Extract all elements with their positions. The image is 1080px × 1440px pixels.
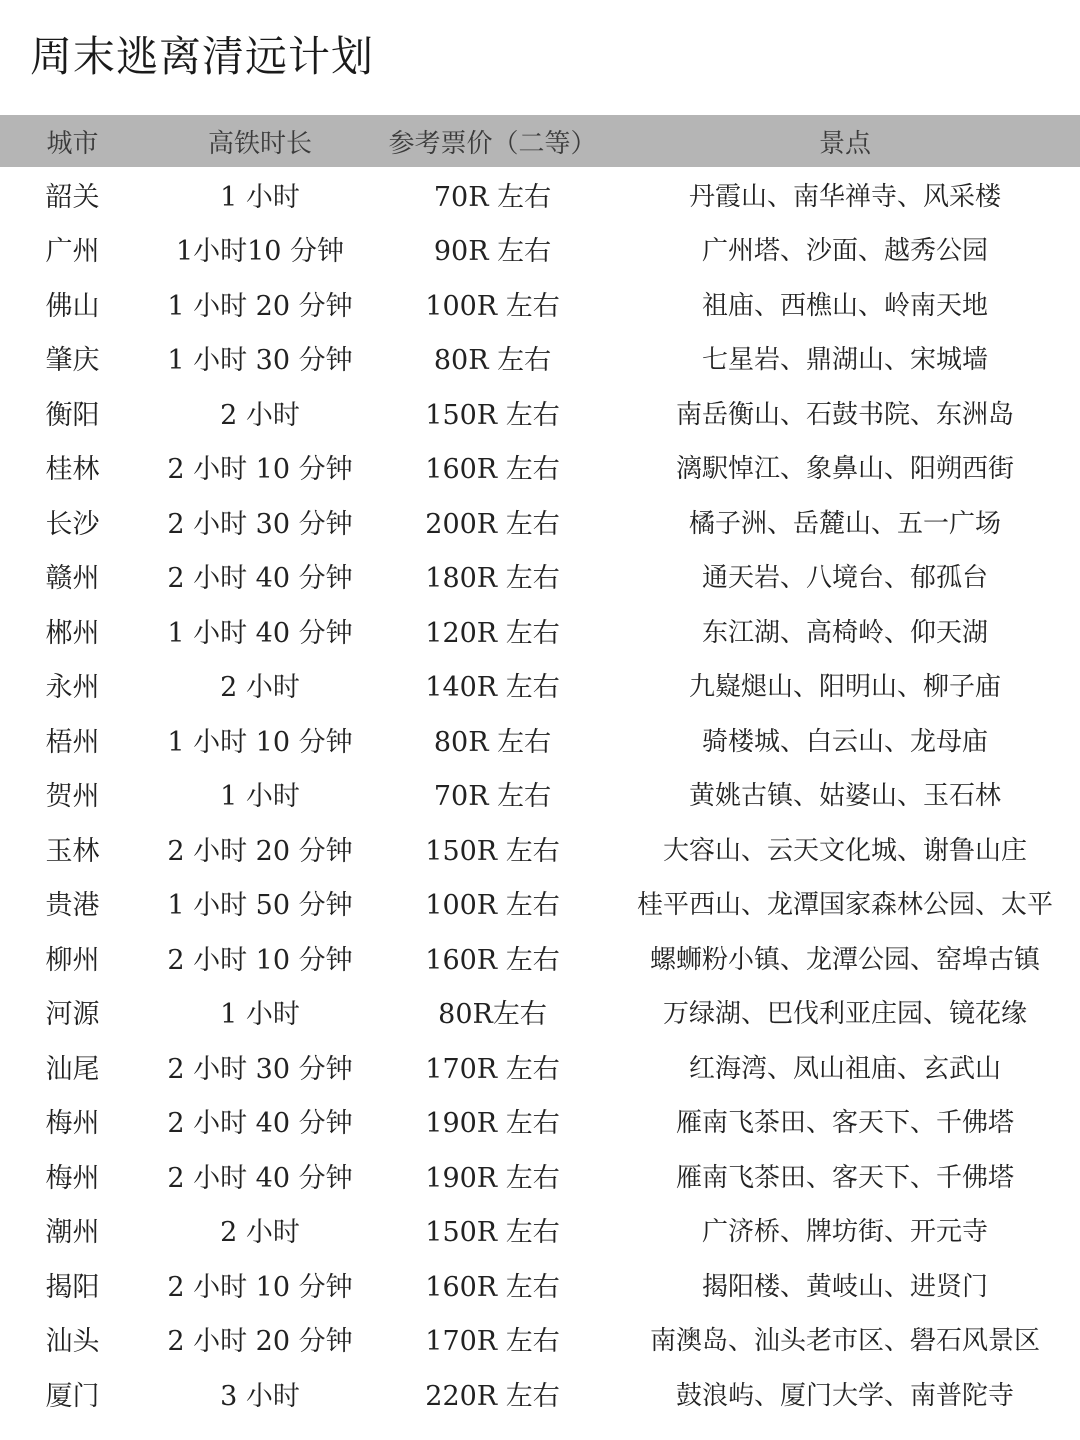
duration-cell: 1 小时 10 分钟 [167, 726, 353, 758]
duration-cell: 2 小时 10 分钟 [167, 454, 353, 486]
attractions-cell: 七星岩、鼎湖山、宋城墙 [701, 345, 988, 376]
attractions-cell: 橘子洲、岳麓山、五一广场 [688, 508, 1001, 539]
duration-cell: 1 小时 30 分钟 [167, 345, 353, 377]
table-row [0, 712, 1080, 767]
price-cell: 160R 左右 [425, 944, 560, 976]
duration-cell: 3 小时 [220, 1380, 300, 1412]
attractions-cell: 九嶷煺山、阳明山、柳子庙 [688, 672, 1001, 703]
attractions-cell: 揭阳楼、黄岐山、进贤门 [701, 1271, 988, 1302]
attractions-cell: 广济桥、牌坊街、开元寺 [701, 1217, 988, 1248]
city-cell: 贵港 [45, 890, 100, 922]
price-cell: 140R 左右 [425, 672, 560, 704]
price-cell: 220R 左右 [425, 1380, 560, 1412]
table-header [0, 115, 1080, 167]
duration-cell: 1 小时 40 分钟 [167, 617, 353, 649]
price-cell: 200R 左右 [425, 508, 560, 540]
table-row [0, 276, 1080, 331]
table-row [0, 549, 1080, 604]
price-cell: 80R 左右 [433, 726, 552, 758]
price-cell: 160R 左右 [425, 1271, 560, 1303]
header-ticket-price: 参考票价（二等） [388, 128, 597, 159]
duration-cell: 1 小时 [220, 181, 300, 213]
duration-cell: 2 小时 10 分钟 [167, 1271, 353, 1303]
city-cell: 肇庆 [45, 345, 100, 377]
price-cell: 100R 左右 [425, 890, 560, 922]
duration-cell: 1 小时 20 分钟 [167, 290, 353, 322]
price-cell: 120R 左右 [425, 617, 560, 649]
city-cell: 汕尾 [45, 1053, 100, 1085]
city-cell: 梅州 [45, 1162, 100, 1194]
price-cell: 90R 左右 [433, 236, 552, 268]
attractions-cell: 广州塔、沙面、越秀公园 [701, 236, 988, 267]
table-row [0, 1039, 1080, 1094]
duration-cell: 2 小时 [220, 1217, 300, 1249]
price-cell: 70R 左右 [433, 181, 552, 213]
duration-cell: 2 小时 40 分钟 [167, 1162, 353, 1194]
duration-cell: 2 小时 10 分钟 [167, 944, 353, 976]
city-cell: 桂林 [45, 454, 100, 486]
header-city: 城市 [46, 128, 99, 159]
city-cell: 梅州 [45, 1108, 100, 1140]
price-cell: 190R 左右 [425, 1162, 560, 1194]
table-row [0, 876, 1080, 931]
table-row [0, 1094, 1080, 1149]
attractions-cell: 桂平西山、龙潭国家森林公园、太平 [636, 890, 1053, 921]
duration-cell: 2 小时 20 分钟 [167, 835, 353, 867]
table-row [0, 821, 1080, 876]
duration-cell: 2 小时 20 分钟 [167, 1326, 353, 1358]
table-row [0, 167, 1080, 222]
header-train-duration: 高铁时长 [207, 128, 312, 159]
duration-cell: 2 小时 30 分钟 [167, 1053, 353, 1085]
table-row [0, 331, 1080, 386]
price-cell: 180R 左右 [425, 563, 560, 595]
duration-cell: 1 小时 50 分钟 [167, 890, 353, 922]
city-cell: 衡阳 [45, 399, 100, 431]
duration-cell: 2 小时 [220, 672, 300, 704]
table-row [0, 658, 1080, 713]
price-cell: 160R 左右 [425, 454, 560, 486]
city-cell: 郴州 [45, 617, 100, 649]
header-attractions: 景点 [818, 128, 871, 159]
attractions-cell: 通天岩、八境台、郁孤台 [701, 563, 988, 594]
attractions-cell: 万绿湖、巴伐利亚庄园、镜花缘 [662, 999, 1027, 1030]
city-cell: 河源 [45, 999, 100, 1031]
duration-cell: 2 小时 30 分钟 [167, 508, 353, 540]
duration-cell: 1 小时 [220, 999, 300, 1031]
city-cell: 梧州 [45, 726, 100, 758]
city-cell: 佛山 [45, 290, 100, 322]
city-cell: 广州 [45, 236, 100, 268]
city-cell: 玉林 [45, 835, 100, 867]
price-cell: 80R 左右 [433, 345, 552, 377]
table-row [0, 1148, 1080, 1203]
city-cell: 永州 [45, 672, 100, 704]
attractions-cell: 雁南飞茶田、客天下、千佛塔 [675, 1162, 1014, 1193]
table-row [0, 767, 1080, 822]
table-row [0, 930, 1080, 985]
city-cell: 赣州 [45, 563, 100, 595]
price-cell: 100R 左右 [425, 290, 560, 322]
attractions-cell: 红海湾、凤山祖庙、玄武山 [688, 1053, 1001, 1084]
attractions-cell: 祖庙、西樵山、岭南天地 [701, 290, 988, 321]
price-cell: 150R 左右 [425, 1217, 560, 1249]
price-cell: 190R 左右 [425, 1108, 560, 1140]
attractions-cell: 骑楼城、白云山、龙母庙 [701, 726, 988, 757]
price-cell: 150R 左右 [425, 835, 560, 867]
price-cell: 170R 左右 [425, 1326, 560, 1358]
duration-cell: 2 小时 [220, 399, 300, 431]
table-row [0, 985, 1080, 1040]
table-row [0, 494, 1080, 549]
attractions-cell: 鼓浪屿、厦门大学、南普陀寺 [675, 1380, 1014, 1411]
table-row [0, 1203, 1080, 1258]
city-cell: 揭阳 [45, 1271, 100, 1303]
duration-cell: 2 小时 40 分钟 [167, 1108, 353, 1140]
page-title: 周末逃离清远计划 [30, 32, 375, 81]
table-row [0, 440, 1080, 495]
attractions-cell: 漓駅悼江、象鼻山、阳朔西街 [675, 454, 1014, 485]
price-cell: 80R左右 [438, 999, 547, 1031]
attractions-cell: 东江湖、高椅岭、仰天湖 [701, 617, 988, 648]
city-cell: 韶关 [45, 181, 100, 213]
schedule-table [0, 115, 1080, 1421]
duration-cell: 2 小时 40 分钟 [167, 563, 353, 595]
table-row [0, 222, 1080, 277]
table-row [0, 603, 1080, 658]
table-row [0, 385, 1080, 440]
city-cell: 厦门 [45, 1380, 100, 1412]
attractions-cell: 南岳衡山、石鼓书院、东洲岛 [675, 399, 1014, 430]
attractions-cell: 丹霞山、南华禅寺、风采楼 [688, 181, 1001, 212]
attractions-cell: 大容山、云天文化城、谢鲁山庄 [662, 835, 1027, 866]
price-cell: 70R 左右 [433, 781, 552, 813]
table-row [0, 1312, 1080, 1367]
attractions-cell: 螺蛳粉小镇、龙潭公园、窑埠古镇 [649, 944, 1040, 975]
price-cell: 170R 左右 [425, 1053, 560, 1085]
city-cell: 潮州 [45, 1217, 100, 1249]
city-cell: 长沙 [45, 508, 100, 540]
attractions-cell: 黄姚古镇、姑婆山、玉石林 [688, 781, 1001, 812]
city-cell: 汕头 [45, 1326, 100, 1358]
price-cell: 150R 左右 [425, 399, 560, 431]
city-cell: 贺州 [45, 781, 100, 813]
table-row [0, 1366, 1080, 1421]
attractions-cell: 南澳岛、汕头老市区、礐石风景区 [649, 1326, 1040, 1357]
duration-cell: 1 小时 [220, 781, 300, 813]
city-cell: 柳州 [45, 944, 100, 976]
duration-cell: 1小时10 分钟 [175, 236, 345, 268]
table-row [0, 1257, 1080, 1312]
attractions-cell: 雁南飞茶田、客天下、千佛塔 [675, 1108, 1014, 1139]
